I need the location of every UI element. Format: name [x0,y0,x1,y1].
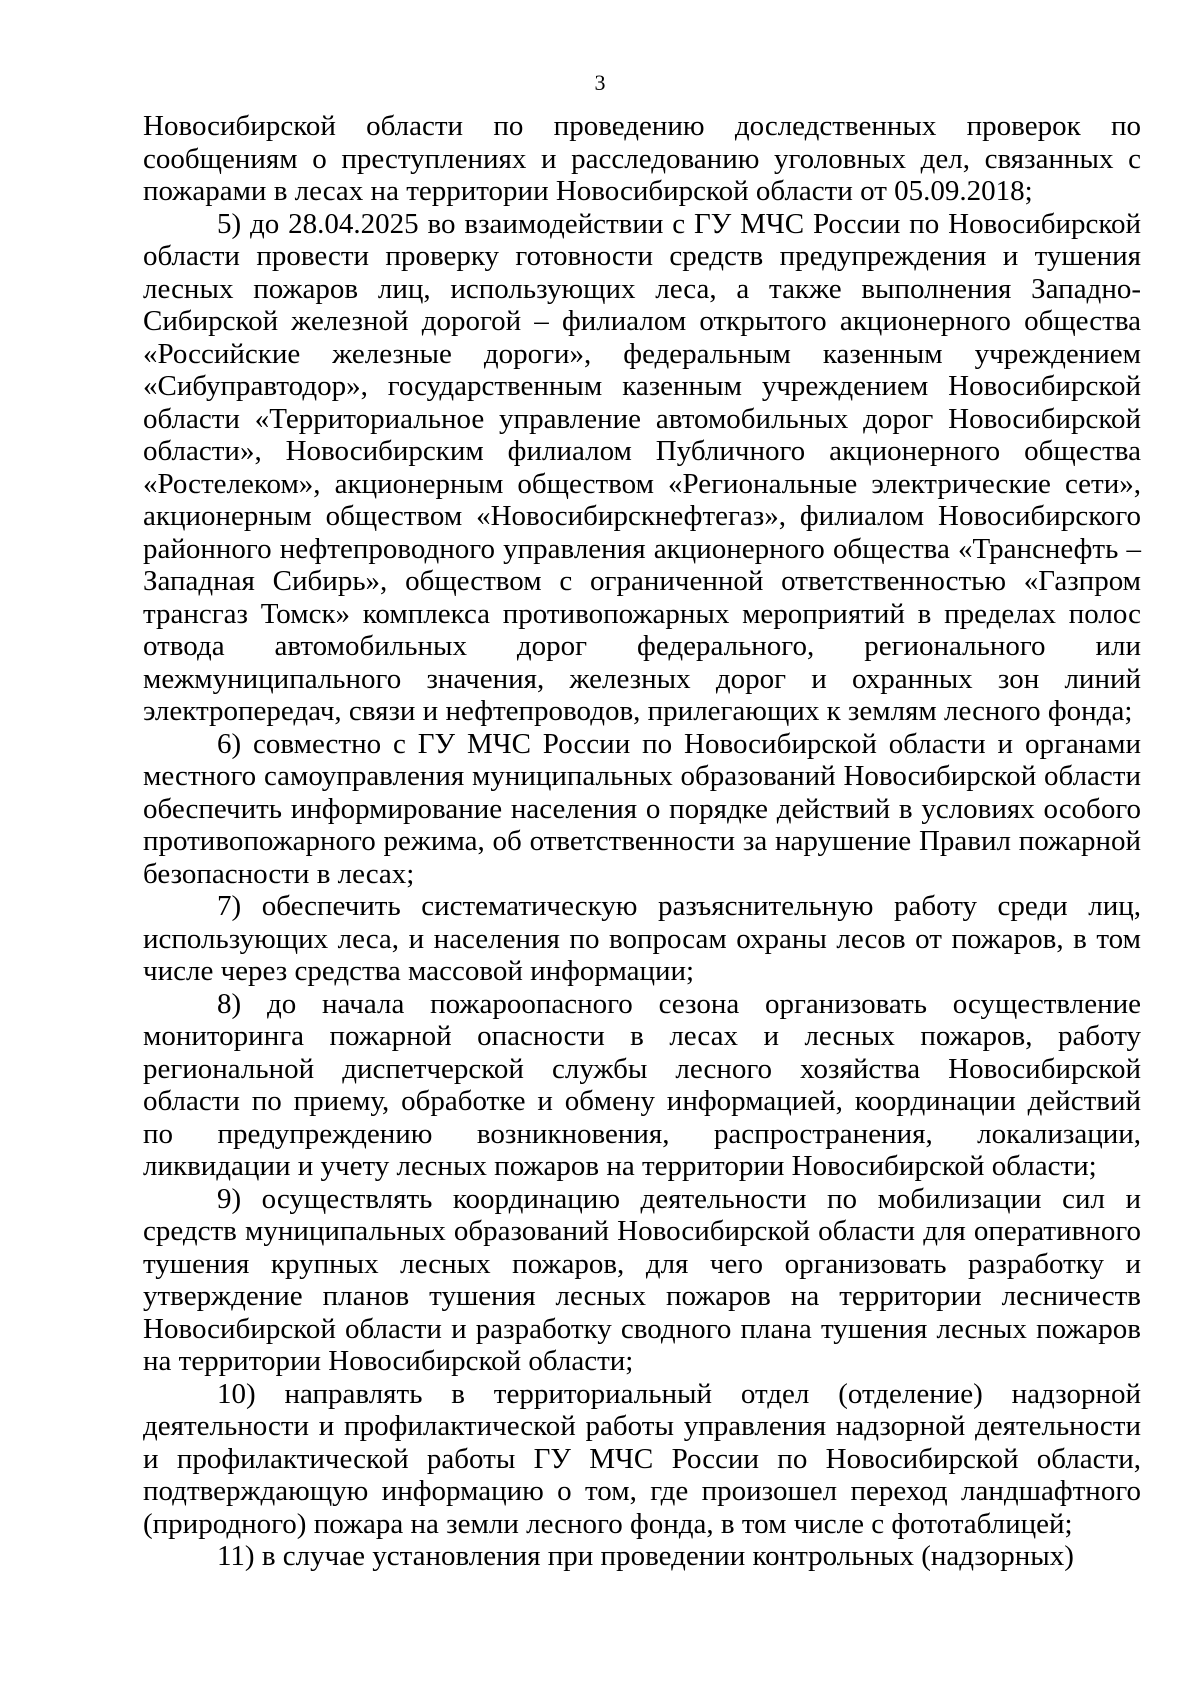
paragraph-item-6: 6) совместно с ГУ МЧС России по Новосибирской области и органами местного самоуправления муниципальных образований Новосибирской области обеспечить информирование населения о порядке действий в условиях особого противопожарного режима, об ответственности за нарушение Правил пожарной безопасности в лесах; [143,727,1141,890]
paragraph-item-8: 8) до начала пожароопасного сезона организовать осуществление мониторинга пожарной опасности в лесах и лесных пожаров, работу региональной диспетчерской службы лесного хозяйства Новосибирской области по приему, обработке и обмену информацией, координации действий по предупреждению возникновения, распространения, локализации, ликвидации и учету лесных пожаров на территории Новосибирской области; [143,987,1141,1182]
paragraph-item-5: 5) до 28.04.2025 во взаимодействии с ГУ МЧС России по Новосибирской области провести проверку готовности средств предупреждения и тушения лесных пожаров лиц, использующих леса, а также выполнения Западно-Сибирской железной дорогой – филиалом открытого акционерного общества «Российские железные дороги», федеральным казенным учреждением «Сибуправтодор», государственным казенным учреждением Новосибирской области «Территориальное управление автомобильных дорог Новосибирской области», Новосибирским филиалом Публичного акционерного общества «Ростелеком», акционерным обществом «Региональные электрические сети», акционерным обществом «Новосибирскнефтегаз», филиалом Новосибирского районного нефтепроводного управления акционерного общества «Транснефть – Западная Сибирь», обществом с ограниченной ответственностью «Газпром трансгаз Томск» комплекса противопожарных мероприятий в пределах полос отвода автомобильных дорог федерального, регионального или межмуниципального значения, железных дорог и охранных зон линий электропередач, связи и нефтепроводов, прилегающих к землям лесного фонда; [143,207,1141,727]
document-body [143,110,1141,1573]
paragraph-item-11: 11) в случае установления при проведении контрольных (надзорных) [217,1540,1074,1572]
paragraph-continuation: Новосибирской области по проведению доследственных проверок по сообщениям о преступлениях и расследованию уголовных дел, связанных с пожарами в лесах на территории Новосибирской области от 05.09.2018; [143,110,1141,207]
page-number: 3 [594,70,606,95]
paragraph-item-7: 7) обеспечить систематическую разъяснительную работу среди лиц, использующих леса, и населения по вопросам охраны лесов от пожаров, в том числе через средства массовой информации; [143,890,1141,987]
paragraph-item-9: 9) осуществлять координацию деятельности по мобилизации сил и средств муниципальных образований Новосибирской области для оперативного тушения крупных лесных пожаров, для чего организовать разработку и утверждение планов тушения лесных пожаров на территории лесничеств Новосибирской области и разработку сводного плана тушения лесных пожаров на территории Новосибирской области; [143,1182,1141,1377]
paragraph-item-10: 10) направлять в территориальный отдел (отделение) надзорной деятельности и профилактической работы управления надзорной деятельности и профилактической работы ГУ МЧС России по Новосибирской области, подтверждающую информацию о том, где произошел переход ландшафтного (природного) пожара на земли лесного фонда, в том числе с фототаблицей; [143,1377,1141,1540]
